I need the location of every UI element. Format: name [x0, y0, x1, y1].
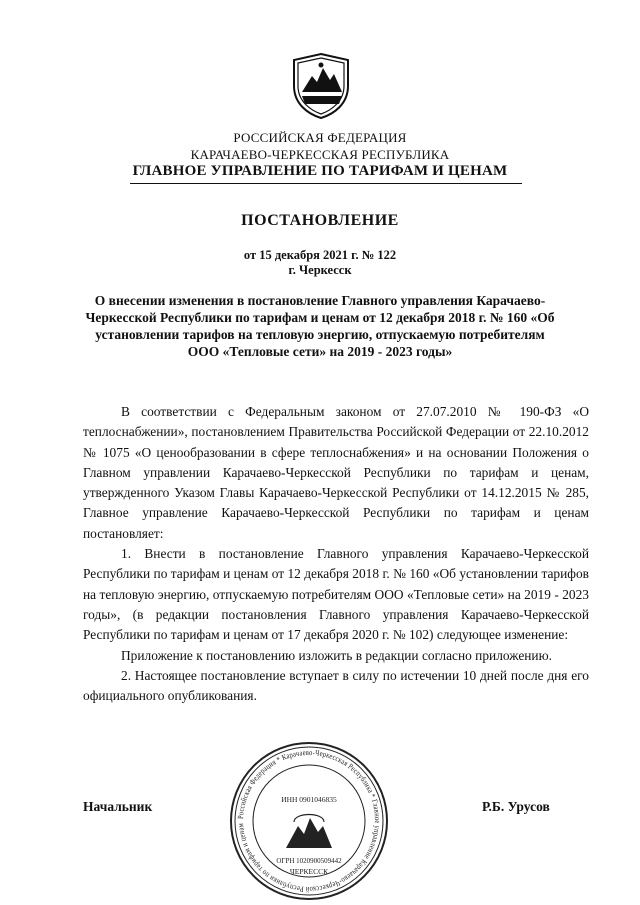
document-date-block	[0, 248, 640, 278]
signature-name: Р.Б. Урусов	[482, 799, 550, 814]
document-title: ПОСТАНОВЛЕНИЕ	[241, 212, 399, 229]
seal-outer-text: Российская Федерация * Карачаево-Черкесская Республика * Главное управление Карачаево-Черкесской Республики по тарифам и ценам	[235, 747, 383, 895]
header-divider	[130, 183, 522, 184]
body-paragraph-1: В соответствии с Федеральным законом от 27.07.2010 № 190-ФЗ «О теплоснабжении», постановлением Правительства Российской Федерации от 22.10.2012 № 1075 «О ценообразовании в сфере теплоснабжения» и на основании Положения о Главном управлении Карачаево-Черкесской Республики по тарифам и ценам, утвержденного Указом Главы Карачаево-Черкесской Республики от 14.12.2015 № 285, Главное управление Карачаево-Черкесской Республики по тарифам и ценам постановляет:	[83, 404, 589, 541]
header-republic: КАРАЧАЕВО-ЧЕРКЕССКАЯ РЕСПУБЛИКА	[190, 147, 450, 162]
body-paragraph-2: 1. Внести в постановление Главного управления Карачаево-Черкесской Республики по тарифам и ценам от 12 декабря 2018 г. № 160 «Об установлении тарифов на тепловую энергию, отпускаемую потребителям ООО «Тепловые сети» на 2019 - 2023 годы», (в редакции постановления Главного управления Карачаево-Черкесской Республики по тарифам и ценам от 17 декабря 2020 г. № 102) следующее изменение:	[83, 546, 589, 643]
document-date: от 15 декабря 2021 г. № 122	[243, 248, 397, 262]
header-country: РОССИЙСКАЯ ФЕДЕРАЦИЯ	[233, 130, 407, 145]
coat-of-arms-icon	[290, 52, 352, 120]
document-subject: О внесении изменения в постановление Главного управления Карачаево-Черкесской Республики по тарифам и ценам от 12 декабря 2018 г. № 160 «Об установлении тарифов на тепловую энергию, отпускаемую потребителям ООО «Тепловые сети» на 2019 - 2023 годы»	[85, 293, 555, 359]
body-paragraph-3: Приложение к постановлению изложить в редакции согласно приложению.	[121, 647, 552, 663]
signature-position: Начальник	[83, 799, 153, 814]
header-agency: ГЛАВНОЕ УПРАВЛЕНИЕ ПО ТАРИФАМ И ЦЕНАМ	[132, 163, 508, 179]
body-paragraph-4: 2. Настоящее постановление вступает в силу по истечении 10 дней после дня его официального опубликования.	[83, 667, 589, 704]
seal-ogrn: ОГРН 1020900509442	[276, 857, 342, 865]
seal-city: ЧЕРКЕССК	[289, 867, 329, 876]
document-body	[83, 402, 589, 706]
document-place: г. Черкесск	[288, 263, 352, 277]
seal-inn: ИНН 0901046835	[281, 795, 337, 804]
official-seal	[228, 740, 390, 902]
